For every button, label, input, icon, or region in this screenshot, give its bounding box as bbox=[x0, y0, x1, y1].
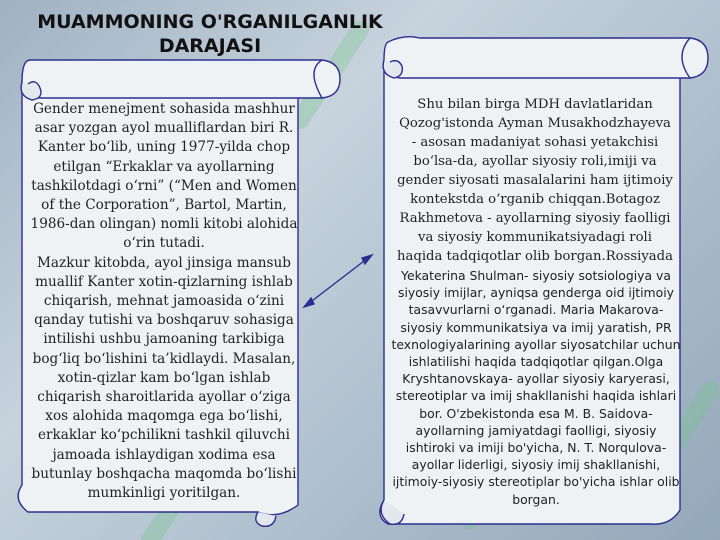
double-arrow bbox=[304, 255, 372, 307]
page-title: MUAMMONING O'RGANILGANLIK DARAJASI bbox=[37, 11, 383, 57]
right-paragraph-1: Shu bilan birga MDH davlatlaridan Qozog'istonda Ayman Musakhodzhayeva - asosan madaniyat sohasi yetakchisi bo‘lsa-da, ayollar siyosiy roli,imiji va gender siyosati masalalarini ham ijtimoiy kontekstda o‘rganib chiqqan.Botagoz Rakhmetova - ayollarning siyosiy faolligi va siyosiy kommunikatsiyadagi roli haqida tadqiqotlar olib borgan.Rossiyada bbox=[397, 97, 673, 264]
left-scroll-text bbox=[30, 100, 298, 503]
left-paragraph-1: Gender menejment sohasida mashhur asar yozgan ayol mualliflardan biri R. Kanter bo‘lib, uning 1977-yilda chop etilgan “Erkaklar va ayollarning tashkilotdagi o‘rni” (“Men and Women of the Corporation”, Bartol, Martin, 1986-dan olingan) nomli kitobi alohida o‘rin tutadi. bbox=[30, 101, 298, 252]
left-paragraph-2: Mazkur kitobda, ayol jinsiga mansub muallif Kanter xotin-qizlarning ishlab chiqarish, mehnat jamoasida o‘zini qanday tutishi va boshqaruv sohasiga intilishi ushbu jamoaning tarkibiga bog‘liq bo‘lishini ta’kidlaydi. Masalan, xotin-qizlar kam bo‘lgan ishlab chiqarish sharoitlarida ayollar o‘ziga xos alohida maqomga ega bo‘lishi, erkaklar ko‘pchilikni tashkil qiluvchi jamoada ishlaydigan xodima esa butunlay boshqacha maqomda bo‘lishi mumkinligi yoritilgan. bbox=[31, 254, 297, 502]
right-paragraph-2: Yekaterina Shulman- siyosiy sotsiologiya va siyosiy imijlar, ayniqsa genderga oid ijtimoiy tasavvurlarni o‘rganadi. Maria Makarova- siyosiy kommunikatsiya va imij yaratish, PR texnologiyalarining ayollar siyosatchilar uchun ishlatilishi haqida tadqiqotlar qilgan.Olga Kryshtanovskaya- ayollar siyosiy karyerasi, stereotiplar va imij shakllanishi haqida ishlari bor. O'zbekistonda esa M. B. Saidova- ayollarning jamiyatdagi faolligi, siyosiy ishtiroki va imiji bo'yicha, N. T. Norqulova- ayollar liderligi, siyosiy imij shakllanishi, ijtimoiy-siyosiy stereotiplar bo'yicha ishlar olib borgan. bbox=[391, 268, 681, 507]
